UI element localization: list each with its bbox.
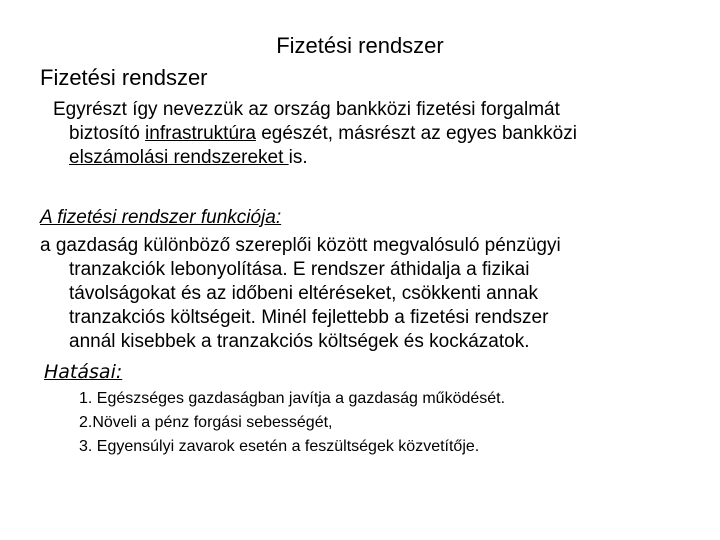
infrastructure-term: infrastruktúra (145, 123, 256, 144)
function-line-4: tranzakciós költségeit. Minél fejlettebb a fizetési rendszer (69, 307, 549, 328)
intro-line-3-end: is. (288, 147, 308, 168)
intro-paragraph (40, 98, 690, 170)
function-line-2: tranzakciók lebonyolítása. E rendszer áthidalja a fizikai (69, 259, 530, 280)
intro-line-2-end: egészét, másrészt az egyes bankközi (255, 123, 577, 144)
effects-list (79, 387, 505, 459)
function-line-5: annál kisebbek a tranzakciós költségek és kockázatok. (69, 331, 530, 352)
function-line-3: távolságokat és az időbeni eltéréseket, csökkenti annak (69, 283, 538, 304)
effect-item: 3. Egyensúlyi zavarok esetén a feszültségek közvetítője. (79, 438, 480, 455)
function-title: A fizetési rendszer funkciója: (40, 207, 282, 228)
effect-item: 1. Egészséges gazdaságban javítja a gazdaság működését. (79, 390, 506, 407)
effect-item: 2.Növeli a pénz forgási sebességét, (79, 414, 333, 431)
intro-line-2-start: biztosító (69, 123, 146, 144)
intro-line-3 (40, 146, 690, 170)
function-line-1: a gazdaság különböző szereplői között megvalósuló pénzügyi (40, 235, 561, 256)
effects-title: Hatásai: (44, 361, 123, 383)
slide-title: Fizetési rendszer (276, 33, 444, 58)
clearing-systems-term: elszámolási rendszereket (69, 147, 289, 168)
function-paragraph (40, 234, 690, 354)
intro-line-1: Egyrészt így nevezzük az ország bankközi fizetési forgalmát (53, 99, 560, 120)
section-heading: Fizetési rendszer (40, 65, 208, 90)
intro-line-2 (40, 122, 690, 146)
